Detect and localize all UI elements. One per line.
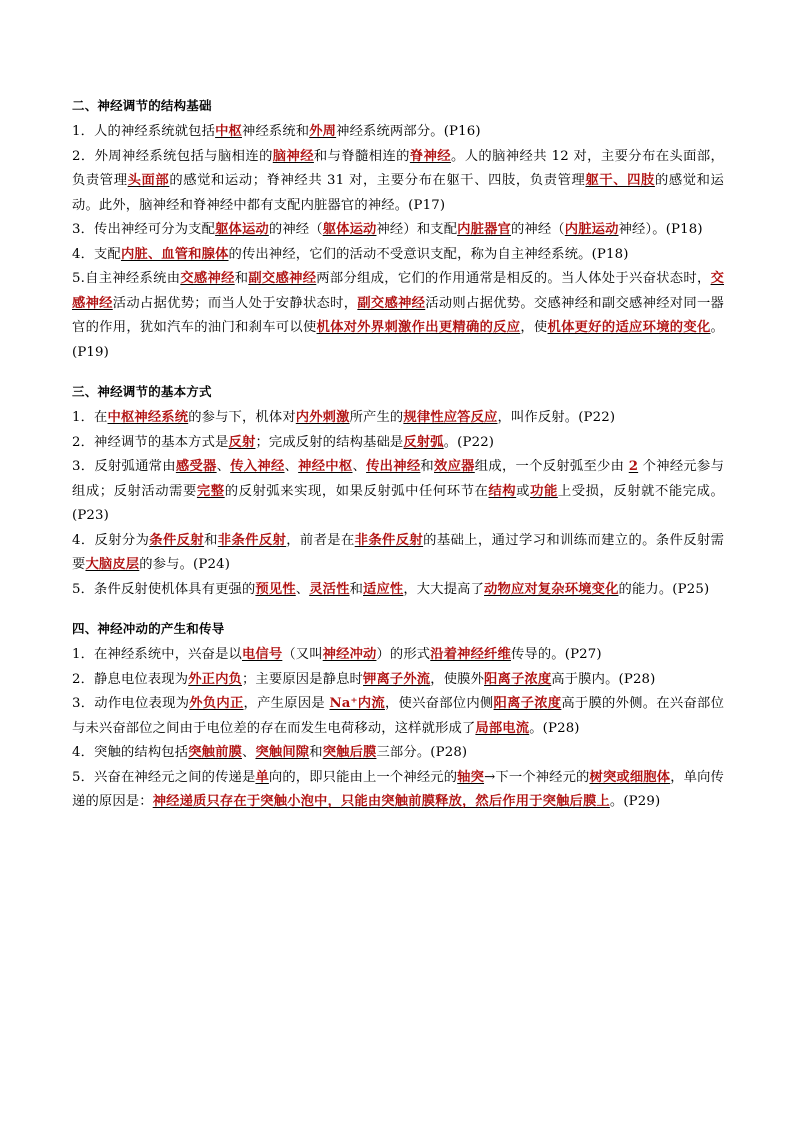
text-run: ；完成反射的结构基础是 <box>255 434 404 450</box>
text-run: 神经系统两部分。(P16) <box>336 124 481 139</box>
key-term: 内脏运动 <box>564 222 619 237</box>
text-run: 的基础上，通过学习和训练而建立的。条件反射需要 <box>72 532 725 572</box>
text-run: 的反射弧来实现，如果反射弧中任何环节在 <box>224 483 489 499</box>
text-run: ，叫作反射。(P22) <box>497 410 616 425</box>
list-item <box>72 692 724 741</box>
key-term: 交感神经 <box>72 271 725 311</box>
text-run: 3．反射弧通常由 <box>72 459 176 474</box>
key-term: 反射 <box>228 434 256 450</box>
text-run: 上受损，反射就不能完成。(P23) <box>72 483 724 523</box>
key-term: 头面部 <box>127 173 170 188</box>
text-run: 。(P22) <box>443 434 495 450</box>
text-run: 的神经（ <box>268 222 323 237</box>
key-term: 效应器 <box>434 459 475 474</box>
key-term: 躯干、四肢 <box>585 173 655 188</box>
key-term: 2 <box>628 459 639 474</box>
text-run: 5．兴奋在神经元之间的传递是 <box>72 769 256 785</box>
key-term: 大脑皮层 <box>85 557 140 572</box>
text-run: 的传出神经，它们的活动不受意识支配，称为自主神经系统。(P18) <box>228 246 629 262</box>
section <box>72 619 724 815</box>
list-item <box>72 406 724 431</box>
key-term: 反射弧 <box>403 434 444 450</box>
text-run: 和 <box>349 581 364 597</box>
key-term: 中枢 <box>215 124 242 139</box>
key-term: 内脏、血管和腺体 <box>120 246 229 262</box>
list-item <box>72 643 724 668</box>
key-term: 机体对外界刺激作出更精确的反应 <box>316 320 521 335</box>
section <box>72 96 724 365</box>
key-term: 交感神经 <box>180 271 235 286</box>
text-run: 、 <box>216 459 231 474</box>
key-term: 躯体运动 <box>322 222 377 237</box>
text-run: 、 <box>284 459 299 474</box>
key-term: 神经递质只存在于突触小泡中，只能由突触前膜释放，然后作用于突触后膜上 <box>152 794 610 809</box>
key-term: 内外刺激 <box>295 410 350 425</box>
text-run: 。人的脑神经共 12 对，主要分布在头面部，负责管理 <box>72 148 724 188</box>
text-run: 2．静息电位表现为 <box>72 671 189 687</box>
section-heading: 二、神经调节的结构基础 <box>72 98 212 113</box>
key-term: 神经冲动 <box>322 647 377 662</box>
text-run: 和 <box>234 271 249 286</box>
text-run: 神经系统和 <box>242 124 310 139</box>
key-term: 功能 <box>530 483 558 499</box>
section <box>72 382 724 602</box>
text-run: 5.自主神经系统由 <box>72 271 181 286</box>
list-item <box>72 431 724 456</box>
key-term: 突触后膜 <box>322 745 377 760</box>
text-run: ）的形式 <box>376 647 431 662</box>
list-item <box>72 120 724 145</box>
key-term: 外正内负 <box>188 671 242 687</box>
key-term: 条件反射 <box>149 532 205 548</box>
key-term: 传出神经 <box>366 459 421 474</box>
text-run: 4．反射分为 <box>72 532 150 548</box>
text-run: 1．在 <box>72 410 108 425</box>
key-term: 非条件反射 <box>354 532 424 548</box>
text-run: （又叫 <box>282 647 323 662</box>
text-run: ；主要原因是静息时 <box>241 671 364 687</box>
key-term: 钾离子外流 <box>363 671 431 687</box>
text-run: 或 <box>516 483 531 499</box>
text-run: 的能力。(P25) <box>618 581 710 597</box>
text-run: ，单向传递的原因是： <box>72 769 724 809</box>
text-run: 高于膜的外侧。在兴奋部位与未兴奋部位之间由于电位差的存在而发生电荷移动，这样就形成了 <box>72 696 725 736</box>
text-run: 和与脊髓相连的 <box>313 148 410 164</box>
text-run: 2．神经调节的基本方式是 <box>72 434 229 450</box>
text-run: 三部分。(P28) <box>376 745 468 760</box>
text-run: 活动则占据优势。交感神经和副交感神经对同一器官的作用，犹如汽车的油门和刹车可以使 <box>72 295 724 335</box>
text-run: 和 <box>420 459 435 474</box>
key-term: 传入神经 <box>230 459 285 474</box>
text-run: 神经）和支配 <box>376 222 458 237</box>
key-term: 外负内正 <box>189 696 244 711</box>
key-term: 规律性应答反应 <box>403 410 498 425</box>
list-item <box>72 455 724 529</box>
text-run: 的参与。(P24) <box>139 557 231 572</box>
key-term: 结构 <box>488 483 517 499</box>
list-item <box>72 218 724 243</box>
document-page <box>72 96 724 832</box>
key-term: 神经中枢 <box>298 459 353 474</box>
key-term: 外周 <box>309 124 337 139</box>
key-term: 脊神经 <box>409 148 451 164</box>
key-term: 机体更好的适应环境的变化 <box>547 320 711 335</box>
key-term: 中枢神经系统 <box>107 410 189 425</box>
text-run: 3．动作电位表现为 <box>72 696 190 711</box>
text-run: 1．在神经系统中，兴奋是以 <box>72 647 242 662</box>
text-run: ，使 <box>520 320 548 335</box>
text-run: 1．人的神经系统就包括 <box>72 124 216 139</box>
list-item <box>72 741 724 766</box>
key-term: 轴突 <box>457 769 485 785</box>
text-run: 的参与下，机体对 <box>188 410 296 425</box>
text-run: 两部分组成，它们的作用通常是相反的。当人体处于兴奋状态时， <box>316 271 711 286</box>
list-item <box>72 267 724 365</box>
text-run: 。(P28) <box>529 720 580 736</box>
key-term: 电信号 <box>241 647 283 662</box>
key-term: 躯体运动 <box>215 222 269 237</box>
key-term: 单 <box>255 769 269 785</box>
text-run: 。(P19) <box>72 320 724 360</box>
key-term: 内脏器官 <box>457 222 511 237</box>
text-run: 、 <box>352 459 367 474</box>
section-heading: 三、神经调节的基本方式 <box>72 384 212 399</box>
text-run: 向的，即只能由上一个神经元的 <box>268 769 458 785</box>
text-run: 组成，一个反射弧至少由 <box>474 459 629 474</box>
key-term: 非条件反射 <box>217 532 287 548</box>
key-term: 副交感神经 <box>357 295 426 311</box>
key-term: Na⁺内流 <box>329 696 385 711</box>
key-term: 灵活性 <box>309 581 350 597</box>
text-run: ，使兴奋部位内侧 <box>384 696 494 711</box>
text-run: 个神经元参与组成；反射活动需要 <box>72 459 725 499</box>
list-item <box>72 145 724 219</box>
text-run: 所产生的 <box>349 410 404 425</box>
key-term: 阳离子浓度 <box>484 671 552 687</box>
key-term: 局部电流 <box>475 720 530 736</box>
text-run: ，产生原因是 <box>243 696 330 711</box>
key-term: 树突或细胞体 <box>589 769 671 785</box>
key-term: 完整 <box>196 483 225 499</box>
key-term: 沿着神经纤维 <box>430 647 511 662</box>
text-run: 和 <box>204 532 218 548</box>
text-run: →下一个神经元的 <box>484 769 590 785</box>
key-term: 突触前膜 <box>188 745 242 760</box>
section-heading: 四、神经冲动的产生和传导 <box>72 621 225 636</box>
text-run: 和 <box>309 745 323 760</box>
list-item <box>72 766 724 815</box>
list-item <box>72 243 724 268</box>
text-run: 神经）。(P18) <box>618 222 703 237</box>
text-run: 传导的。(P27) <box>510 647 602 662</box>
list-item <box>72 529 724 578</box>
text-run: 4．支配 <box>72 246 121 262</box>
key-term: 副交感神经 <box>248 271 317 286</box>
list-item <box>72 578 724 603</box>
text-run: 高于膜内。(P28) <box>551 671 656 687</box>
key-term: 动物应对复杂环境变化 <box>484 581 619 597</box>
text-run: 4．突触的结构包括 <box>72 745 189 760</box>
key-term: 预见性 <box>255 581 296 597</box>
text-run: 3．传出神经可分为支配 <box>72 222 216 237</box>
list-item <box>72 668 724 693</box>
key-term: 感受器 <box>175 459 217 474</box>
text-run: 2．外周神经系统包括与脑相连的 <box>72 148 273 164</box>
text-run: 活动占据优势；而当人处于安静状态时， <box>112 295 358 311</box>
text-run: 、 <box>295 581 310 597</box>
text-run: 的神经（ <box>510 222 565 237</box>
text-run: 5．条件反射使机体具有更强的 <box>72 581 256 597</box>
text-run: 的感觉和运动；脊神经共 31 对，主要分布在躯干、四肢，负责管理 <box>169 173 586 188</box>
key-term: 脑神经 <box>272 148 314 164</box>
text-run: 、 <box>241 745 256 760</box>
key-term: 突触间隙 <box>255 745 310 760</box>
text-run: 。(P29) <box>609 794 661 809</box>
key-term: 适应性 <box>363 581 404 597</box>
text-run: ，前者是在 <box>286 532 355 548</box>
text-run: ，使膜外 <box>430 671 485 687</box>
key-term: 阳离子浓度 <box>493 696 562 711</box>
text-run: ，大大提高了 <box>403 581 485 597</box>
text-run: 的感觉和运动。此外，脑神经和脊神经中都有支配内脏器官的神经。(P17) <box>72 173 724 213</box>
